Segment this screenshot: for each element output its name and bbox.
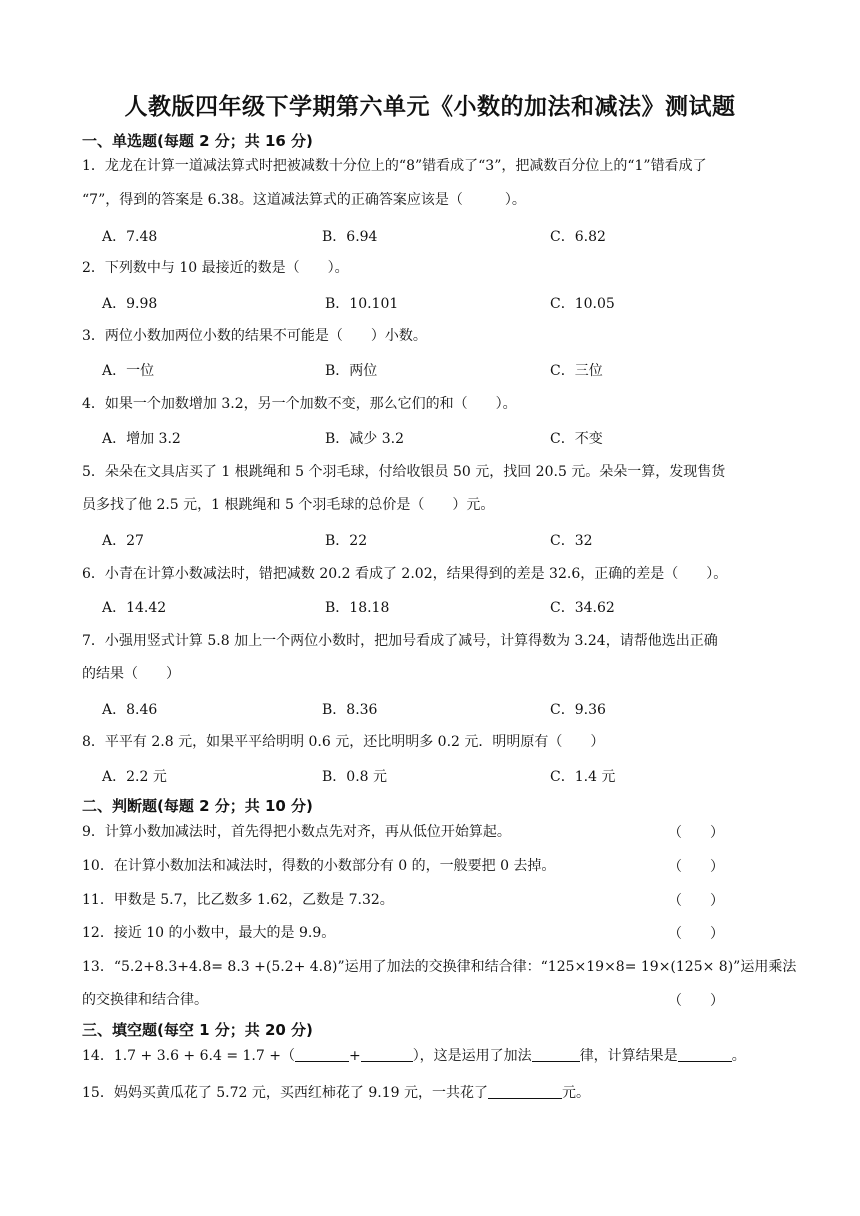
q1-option-c: C．6.82 (550, 229, 606, 245)
section-heading-single-choice: 一、单选题(每题 2 分；共 16 分) (82, 132, 313, 150)
q14-blank-4[interactable] (678, 1047, 732, 1062)
q5-option-c: C．32 (550, 533, 593, 549)
q3-option-c: C．三位 (550, 363, 603, 379)
answer-paren-10[interactable]: （ ） (668, 859, 724, 875)
q5-option-b: B．22 (325, 533, 368, 549)
q6-option-a: A．14.42 (102, 600, 167, 616)
q14-prefix: 14．1.7 + 3.6 + 6.4 = 1.7 +（ (82, 1048, 295, 1064)
q14-plus: + (348, 1048, 361, 1064)
question-9: 9．计算小数加减法时，首先得把小数点先对齐，再从低位开始算起。 (82, 824, 511, 840)
question-1-line-1: 1．龙龙在计算一道减法算式时把被减数十分位上的“8”错看成了“3”，把减数百分位上的“1”错看成了 (82, 158, 707, 174)
question-3: 3．两位小数加两位小数的结果不可能是（ ）小数。 (82, 328, 427, 344)
question-6: 6．小青在计算小数减法时，错把减数 20.2 看成了 2.02，结果得到的差是 32.6，正确的差是（ ）。 (82, 566, 728, 582)
q2-option-a: A．9.98 (102, 296, 158, 312)
question-2: 2．下列数中与 10 最接近的数是（ ）。 (82, 260, 349, 276)
question-10: 10．在计算小数加法和减法时，得数的小数部分有 0 的，一般要把 0 去掉。 (82, 858, 556, 874)
q14-end: 。 (731, 1048, 746, 1064)
q8-option-b: B．0.8 元 (322, 769, 388, 785)
question-4: 4．如果一个加数增加 3.2，另一个加数不变，那么它们的和（ ）。 (82, 396, 517, 412)
q14-mid: ），这是运用了加法 (412, 1048, 532, 1064)
answer-paren-13[interactable]: （ ） (668, 993, 724, 1009)
question-13-line-2: 的交换律和结合律。 (82, 992, 208, 1008)
question-13-line-1: 13．“5.2+8.3+4.8= 8.3 +(5.2+ 4.8)”运用了加法的交换律和结合律：“125×19×8= 19×(125× 8)”运用乘法 (82, 959, 797, 975)
question-7-line-1: 7．小强用竖式计算 5.8 加上一个两位小数时，把加号看成了减号，计算得数为 3.24，请帮他选出正确 (82, 633, 718, 649)
q2-option-c: C．10.05 (550, 296, 615, 312)
q14-blank-3[interactable] (532, 1047, 580, 1062)
q4-option-a: A．增加 3.2 (102, 431, 181, 447)
q8-option-c: C．1.4 元 (550, 769, 616, 785)
q4-option-b: B．减少 3.2 (325, 431, 405, 447)
answer-paren-9[interactable]: （ ） (668, 825, 724, 841)
q7-option-b: B．8.36 (322, 702, 378, 718)
q15-end: 元。 (561, 1085, 590, 1101)
q14-blank-2[interactable] (361, 1047, 413, 1062)
page-title: 人教版四年级下学期第六单元《小数的加法和减法》测试题 (124, 94, 736, 120)
section-heading-true-false: 二、判断题(每题 2 分；共 10 分) (82, 797, 313, 815)
q3-option-b: B．两位 (325, 363, 378, 379)
q15-prefix: 15．妈妈买黄瓜花了 5.72 元，买西红柿花了 9.19 元，一共花了 (82, 1085, 488, 1101)
q7-option-a: A．8.46 (102, 702, 158, 718)
q1-option-b: B．6.94 (322, 229, 378, 245)
q7-option-c: C．9.36 (550, 702, 606, 718)
question-5-line-2: 员多找了他 2.5 元，1 根跳绳和 5 个羽毛球的总价是（ ）元。 (82, 497, 495, 513)
q8-option-a: A．2.2 元 (102, 769, 167, 785)
q1-option-a: A．7.48 (102, 229, 158, 245)
answer-paren-12[interactable]: （ ） (668, 926, 724, 942)
q14-mid2: 律，计算结果是 (579, 1048, 678, 1064)
section-heading-fill-in: 三、填空题(每空 1 分；共 20 分) (82, 1021, 313, 1039)
question-8: 8．平平有 2.8 元，如果平平给明明 0.6 元，还比明明多 0.2 元．明明原有（ ） (82, 734, 605, 750)
q14-blank-1[interactable] (295, 1047, 349, 1062)
q6-option-c: C．34.62 (550, 600, 615, 616)
question-12: 12．接近 10 的小数中，最大的是 9.9。 (82, 925, 336, 941)
q6-option-b: B．18.18 (325, 600, 390, 616)
q15-blank[interactable] (488, 1084, 562, 1099)
question-1-line-2: “7”，得到的答案是 6.38。这道减法算式的正确答案应该是（ ）。 (82, 192, 526, 208)
question-11: 11．甲数是 5.7，比乙数多 1.62，乙数是 7.32。 (82, 892, 394, 908)
q2-option-b: B．10.101 (325, 296, 399, 312)
question-15 (82, 1083, 782, 1103)
q5-option-a: A．27 (102, 533, 144, 549)
q3-option-a: A．一位 (102, 363, 155, 379)
answer-paren-11[interactable]: （ ） (668, 893, 724, 909)
question-14 (82, 1046, 782, 1066)
question-7-line-2: 的结果（ ） (82, 666, 180, 682)
q4-option-c: C．不变 (550, 431, 603, 447)
question-5-line-1: 5．朵朵在文具店买了 1 根跳绳和 5 个羽毛球，付给收银员 50 元，找回 20.5 元。朵朵一算，发现售货 (82, 464, 726, 480)
